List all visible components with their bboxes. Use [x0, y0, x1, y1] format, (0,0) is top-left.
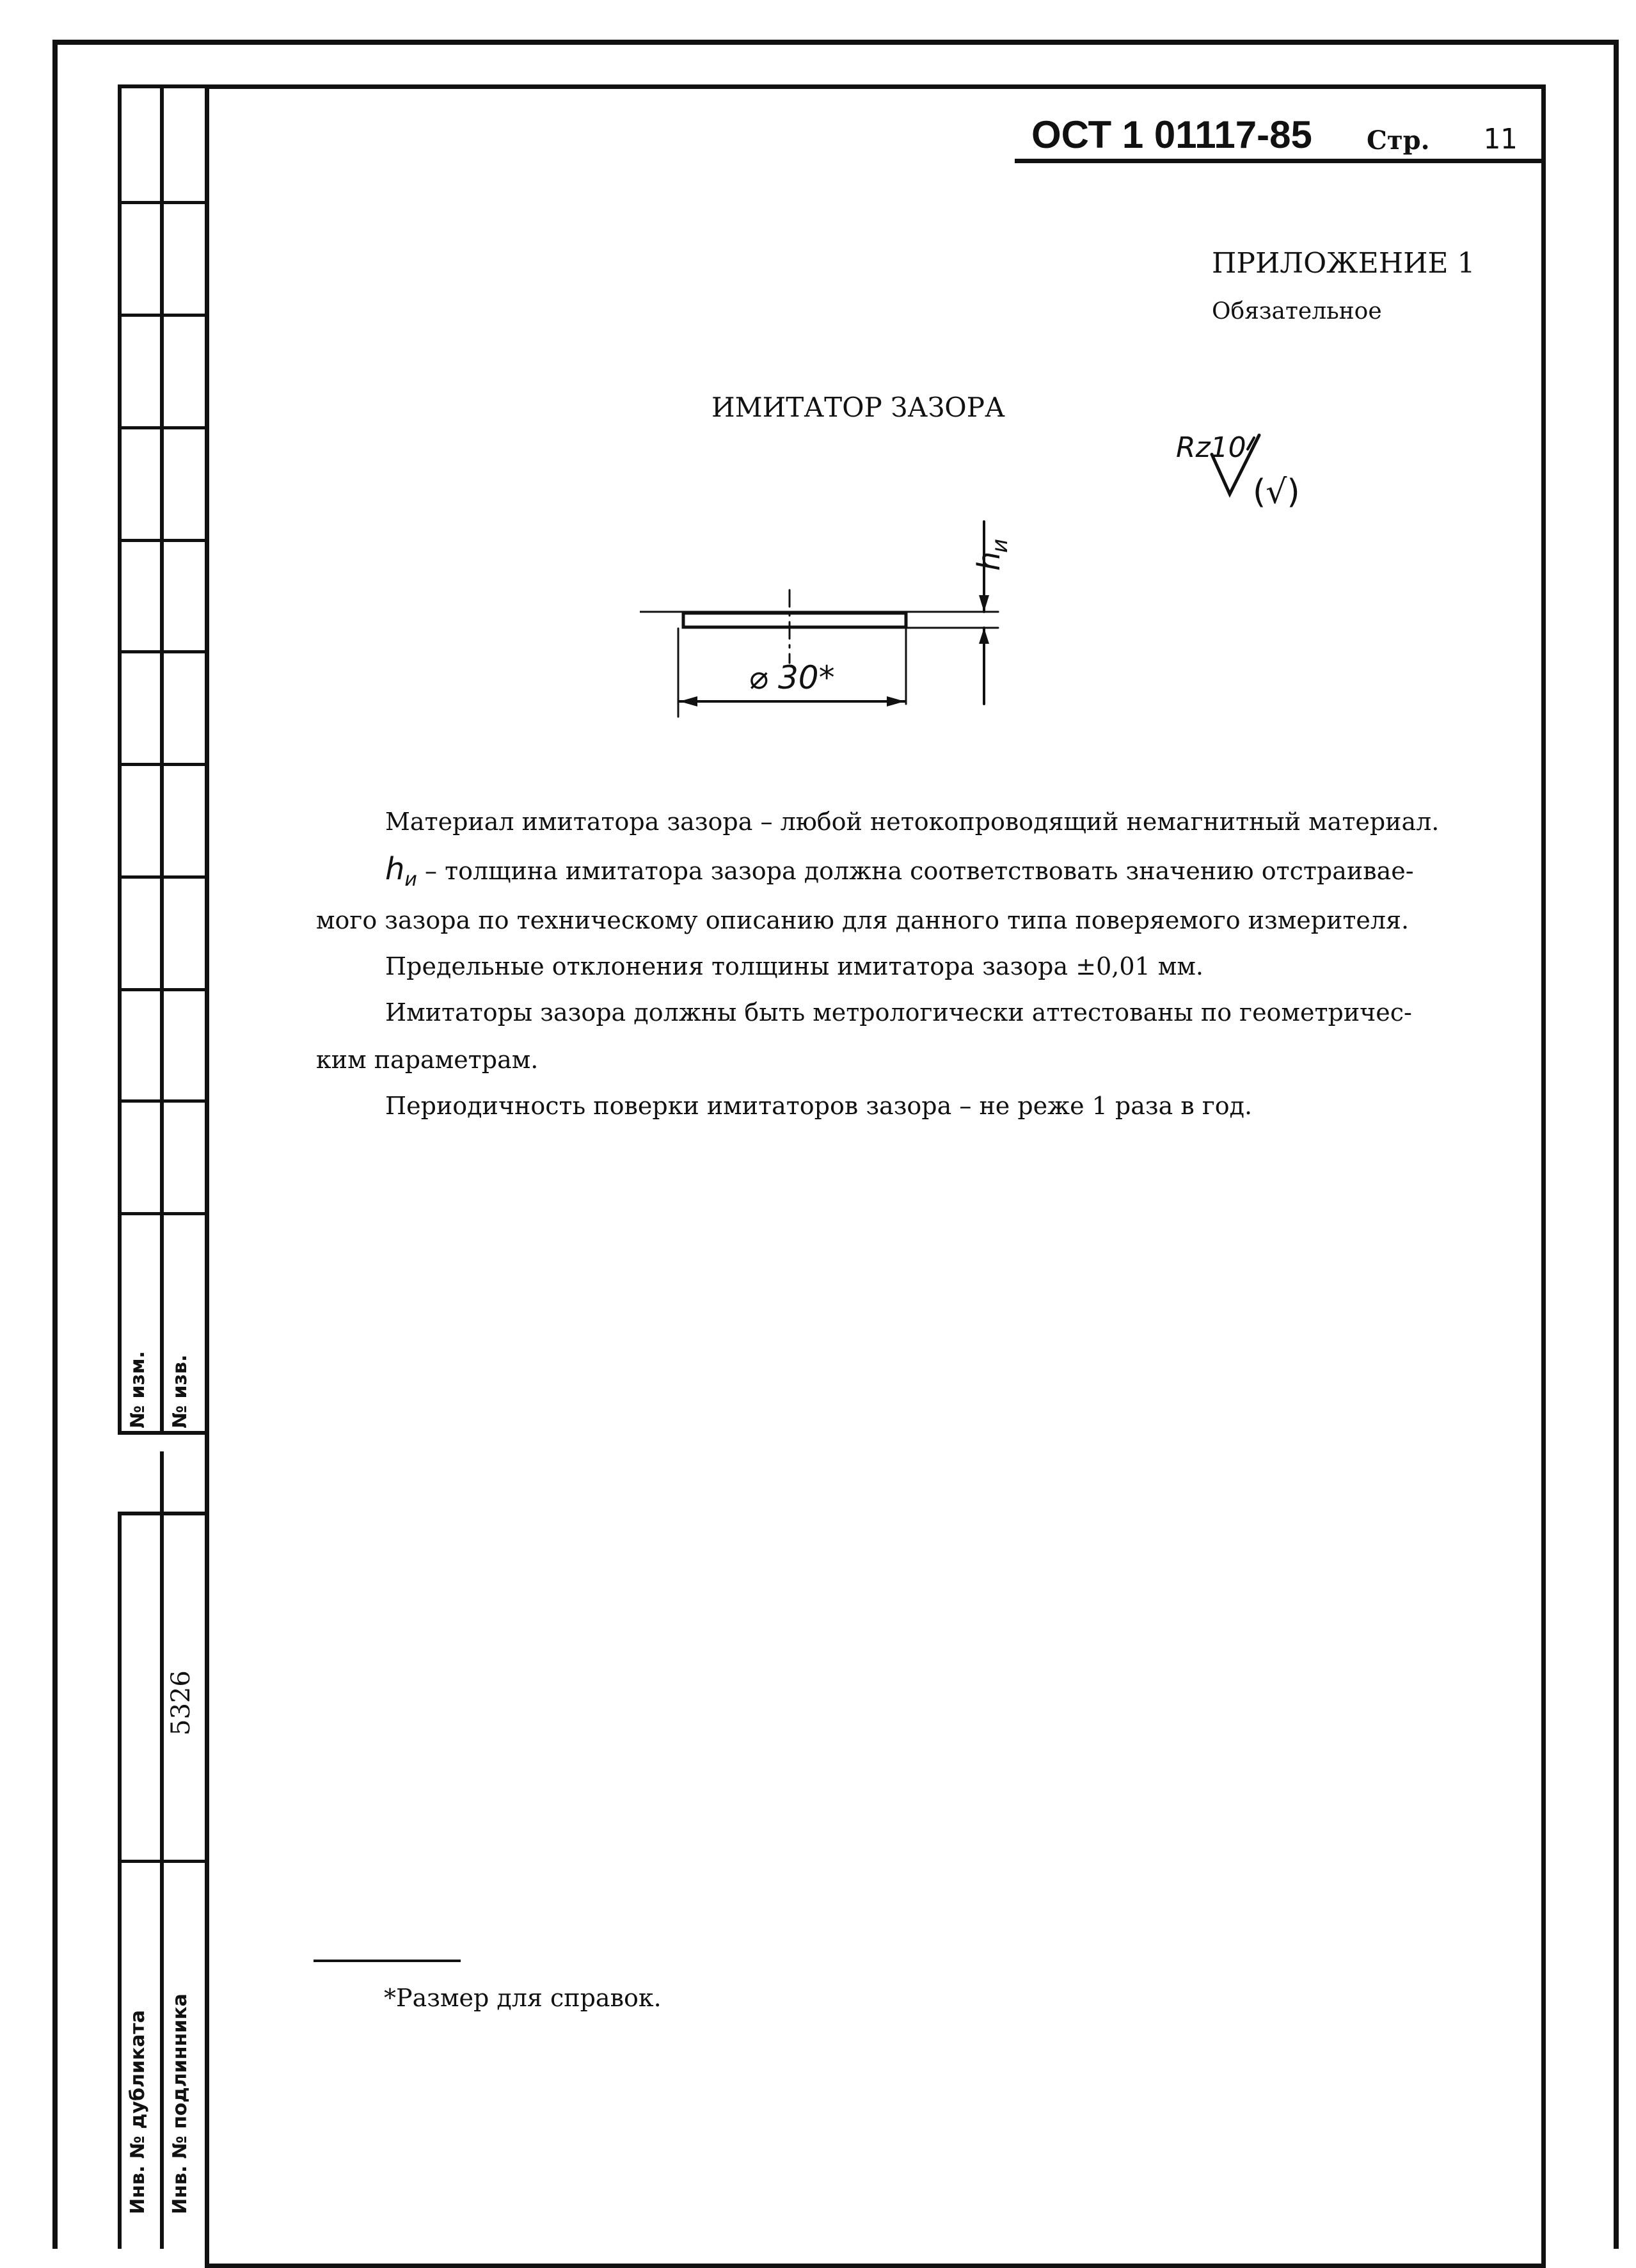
roughness-label: Rz10 — [1176, 431, 1246, 464]
page-number: 11 — [1483, 123, 1517, 156]
section-title: ИМИТАТОР ЗАЗОРА — [711, 392, 1005, 423]
stamp-original-number: 5326 — [166, 1670, 196, 1736]
header-rule — [1015, 159, 1545, 163]
thickness-sub: и — [987, 538, 1013, 553]
footnote-rule — [314, 1960, 461, 1962]
thickness-label: h — [971, 551, 1007, 571]
appendix-title: ПРИЛОЖЕНИЕ 1 — [1212, 247, 1475, 280]
gap-simulator-drawing — [640, 422, 1344, 781]
paragraph-thickness-line2: мого зазора по техническому описанию для данного типа поверяемого измерителя. — [316, 906, 1410, 934]
diameter-label: ⌀ 30* — [749, 659, 835, 696]
stamp-change-no-label: № изм. — [127, 1351, 149, 1428]
thickness-symbol-sub: и — [404, 868, 417, 891]
stamp-notice-no-label: № изв. — [169, 1354, 191, 1428]
paragraph-certification-line1: Имитаторы зазора должны быть метрологически аттестованы по геометричес- — [385, 998, 1412, 1026]
paragraph-periodicity: Периодичность поверки имитаторов зазора – не реже 1 раза в год. — [385, 1092, 1253, 1120]
paragraph-certification-line2: ким параметрам. — [316, 1046, 539, 1074]
page-label: Стр. — [1367, 125, 1430, 156]
paragraph-thickness-line1 — [385, 851, 1414, 891]
thickness-symbol: h — [385, 851, 405, 887]
paragraph-material: Материал имитатора зазора – любой нетокопроводящий немагнитный материал. — [385, 808, 1440, 836]
thickness-text: – толщина имитатора зазора должна соответствовать значению отстраивае- — [425, 857, 1414, 885]
roughness-extra: (√) — [1253, 473, 1300, 511]
footnote: *Размер для справок. — [384, 1984, 662, 2012]
stamp-duplicate-inv-label: Инв. № дубликата — [127, 2009, 149, 2214]
plate-outline — [683, 613, 906, 627]
stamp-original-inv-label: Инв. № подлинника — [169, 1993, 191, 2214]
appendix-status: Обязательное — [1212, 298, 1382, 324]
document-code: ОСТ 1 01117-85 — [1031, 113, 1312, 156]
paragraph-tolerance: Предельные отклонения толщины имитатора зазора ±0,01 мм. — [385, 952, 1203, 980]
